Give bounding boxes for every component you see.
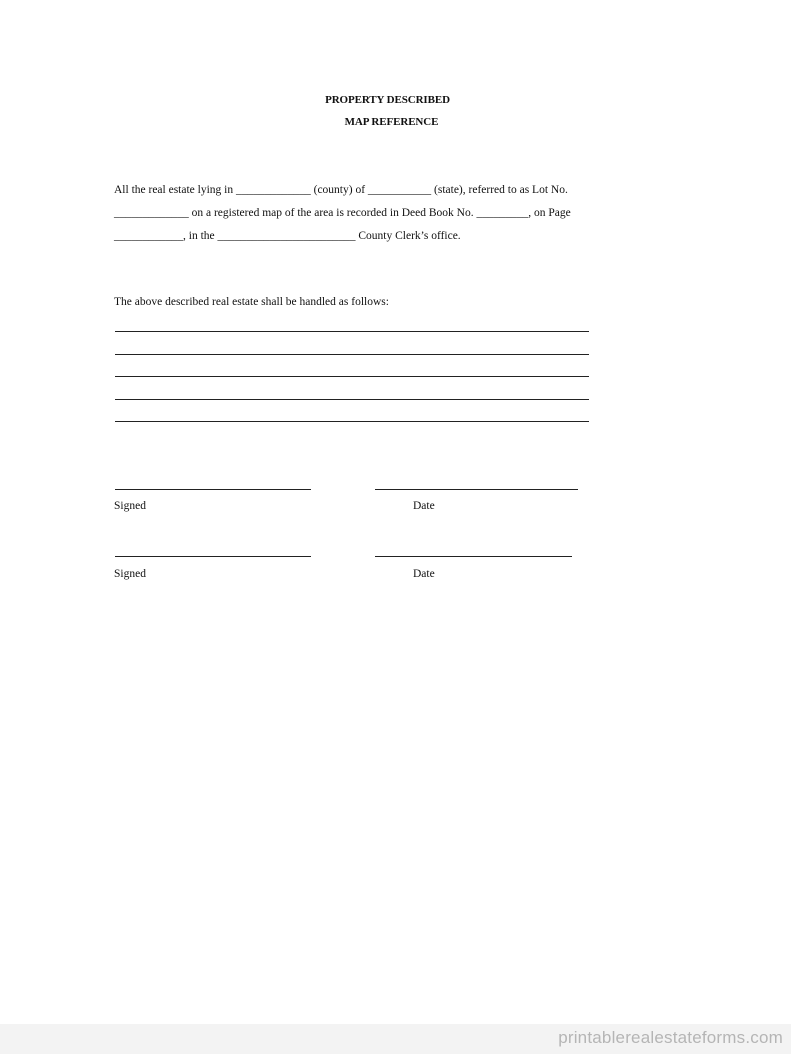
instructions-blank-line bbox=[115, 331, 589, 332]
signature-line bbox=[115, 556, 311, 557]
date-line bbox=[375, 556, 572, 557]
document-title: PROPERTY DESCRIBED bbox=[325, 94, 450, 106]
signed-label: Signed bbox=[114, 500, 146, 512]
paragraph-line: _____________ on a registered map of the area is recorded in Deed Book No. _________, on Page bbox=[114, 207, 571, 219]
signature-line bbox=[115, 489, 311, 490]
instructions-blank-line bbox=[115, 354, 589, 355]
paragraph-line: All the real estate lying in _____________ (county) of ___________ (state), referred to as Lot No. bbox=[114, 184, 568, 196]
date-label: Date bbox=[413, 568, 435, 580]
instructions-blank-line bbox=[115, 399, 589, 400]
handling-instructions-label: The above described real estate shall be handled as follows: bbox=[114, 296, 389, 308]
signed-label: Signed bbox=[114, 568, 146, 580]
instructions-blank-line bbox=[115, 376, 589, 377]
paragraph-line: ____________, in the ________________________ County Clerk’s office. bbox=[114, 230, 461, 242]
date-label: Date bbox=[413, 500, 435, 512]
document-subtitle: MAP REFERENCE bbox=[344, 116, 439, 128]
instructions-blank-line bbox=[115, 421, 589, 422]
site-watermark: printablerealestateforms.com bbox=[558, 1028, 783, 1047]
date-line bbox=[375, 489, 578, 490]
